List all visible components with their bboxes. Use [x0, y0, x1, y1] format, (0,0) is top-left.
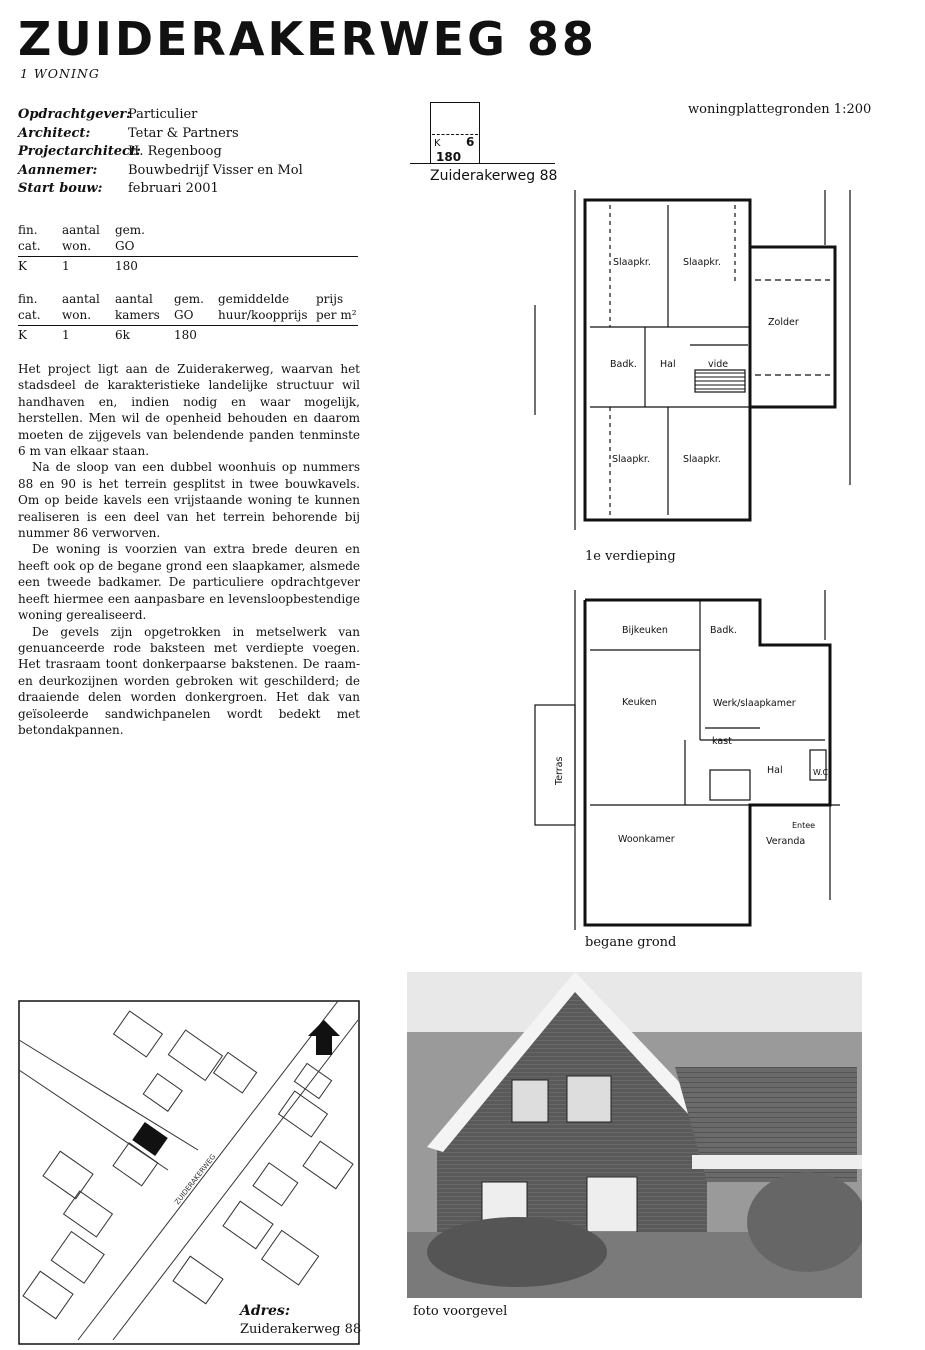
room-label: Woonkamer: [618, 834, 675, 845]
room-label: Werk/slaapkamer: [713, 698, 796, 709]
room-label: Slaapkr.: [613, 257, 651, 268]
page-subtitle: 1 WONING: [20, 66, 100, 81]
table-header: huur/koopprijs: [218, 308, 308, 322]
room-label: Hal: [767, 765, 783, 776]
badge-cat: K: [434, 138, 441, 149]
table-header: aantal: [115, 292, 153, 306]
table-header: won.: [62, 308, 92, 322]
photo-caption: foto voorgevel: [413, 1304, 508, 1319]
street-label: ZUIDERAKERWEG: [173, 1152, 218, 1207]
room-label: Badk.: [610, 359, 637, 370]
paragraph: De gevels zijn opgetrokken in metselwerk van genuanceerde rode baksteen met verdiepte voegen. Het trasraam toont donkerpaarse bakstenen. De raam- en deurkozijnen worden gebroken wit geschilderd; de draaiende delen worden donkergroen. Het dak van geïsoleerde sandwichpanelen wordt bedekt met betondakpannen.: [18, 624, 360, 737]
table-cell: K: [18, 328, 27, 342]
table-header: aantal: [62, 292, 100, 306]
badge-caption: Zuiderakerweg 88: [430, 168, 558, 184]
meta-value: februari 2001: [128, 181, 219, 196]
table-cell: K: [18, 259, 27, 273]
table-header: aantal: [62, 223, 100, 237]
scale-note: woningplattegronden 1:200: [688, 102, 872, 117]
table-header: GO: [174, 308, 194, 322]
site-map: [18, 1000, 360, 1345]
address-value: Zuiderakerweg 88: [240, 1322, 362, 1337]
badge-count: 6: [466, 135, 475, 149]
table-header: gem.: [115, 223, 145, 237]
meta-key: Architect:: [18, 125, 91, 141]
room-label: Slaapkr.: [683, 454, 721, 465]
table-header: GO: [115, 239, 135, 253]
meta-value: Bouwbedrijf Visser en Mol: [128, 162, 303, 178]
upper-floor-caption: 1e verdieping: [585, 549, 676, 564]
ground-floor-caption: begane grond: [585, 935, 677, 950]
table-header: per m²: [316, 308, 357, 322]
table-rule: [18, 256, 358, 257]
meta-value: Particulier: [128, 107, 198, 122]
table-header: gemiddelde: [218, 292, 290, 306]
paragraph: De woning is voorzien van extra brede deuren en heeft ook op de begane grond een slaapkamer, alsmede een tweede badkamer. De particuliere opdrachtgever heeft hiermee een aanpasbare en levensloopbestendige woning gerealiseerd.: [18, 542, 360, 623]
page-title: ZUIDERAKERWEG 88: [18, 12, 597, 66]
address-label: Adres:: [240, 1303, 290, 1319]
room-label: Entee: [792, 821, 816, 830]
table-header: won.: [62, 239, 92, 253]
paragraph: Na de sloop van een dubbel woonhuis op nummers 88 en 90 is het terrein gesplitst in twee bouwkavels. Om op beide kavels een vrijstaande woning te kunnen realiseren is een deel van het terrein behorende bij nummer 86 verworven.: [18, 460, 360, 541]
table-header: kamers: [115, 308, 160, 322]
table-cell: 1: [62, 259, 70, 273]
room-label: Keuken: [622, 697, 657, 708]
table-cell: 1: [62, 328, 70, 342]
facade-photo: [407, 972, 862, 1298]
room-label: Slaapkr.: [612, 454, 650, 465]
table-rule: [18, 325, 358, 326]
table-header: prijs: [316, 292, 344, 306]
category-badge: [410, 102, 560, 187]
room-label: Veranda: [766, 836, 806, 847]
room-label: Hal: [660, 359, 676, 370]
badge-area: 180: [436, 150, 462, 164]
table-header: cat.: [18, 308, 41, 322]
room-label: kast: [712, 736, 732, 747]
room-label: Badk.: [710, 625, 737, 636]
room-label: Terras: [554, 756, 565, 785]
meta-value: Tetar & Partners: [128, 125, 239, 141]
room-label: W.C.: [813, 768, 831, 777]
project-description: [18, 361, 360, 738]
project-meta: [18, 106, 303, 199]
meta-key: Projectarchitect:: [18, 144, 141, 159]
table-header: cat.: [18, 239, 41, 253]
table-cell: 6k: [115, 328, 130, 342]
room-label: Slaapkr.: [683, 257, 721, 268]
paragraph: Het project ligt aan de Zuiderakerweg, waarvan het stadsdeel de karakteristieke landelijke structuur wil handhaven en, indien nodig en waar mogelijk, herstellen. Men wil de openheid behouden en daarom moeten de zijgevels van belendende panden tenminste 6 m van elkaar staan.: [18, 362, 360, 459]
room-label: vide: [708, 359, 729, 370]
upper-floor-plan: [530, 185, 870, 545]
meta-key: Start bouw:: [18, 181, 103, 196]
table-header: fin.: [18, 292, 38, 306]
room-label: Zolder: [768, 317, 799, 328]
ground-floor-plan: [530, 590, 860, 935]
table-header: gem.: [174, 292, 204, 306]
table-cell: 180: [174, 328, 197, 342]
table-cell: 180: [115, 259, 138, 273]
room-label: Bijkeuken: [622, 625, 668, 636]
table-header: fin.: [18, 223, 38, 237]
meta-value: H. Regenboog: [128, 144, 222, 159]
meta-key: Opdrachtgever:: [18, 107, 131, 122]
meta-key: Aannemer:: [18, 162, 98, 178]
badge-rule: [410, 163, 555, 164]
